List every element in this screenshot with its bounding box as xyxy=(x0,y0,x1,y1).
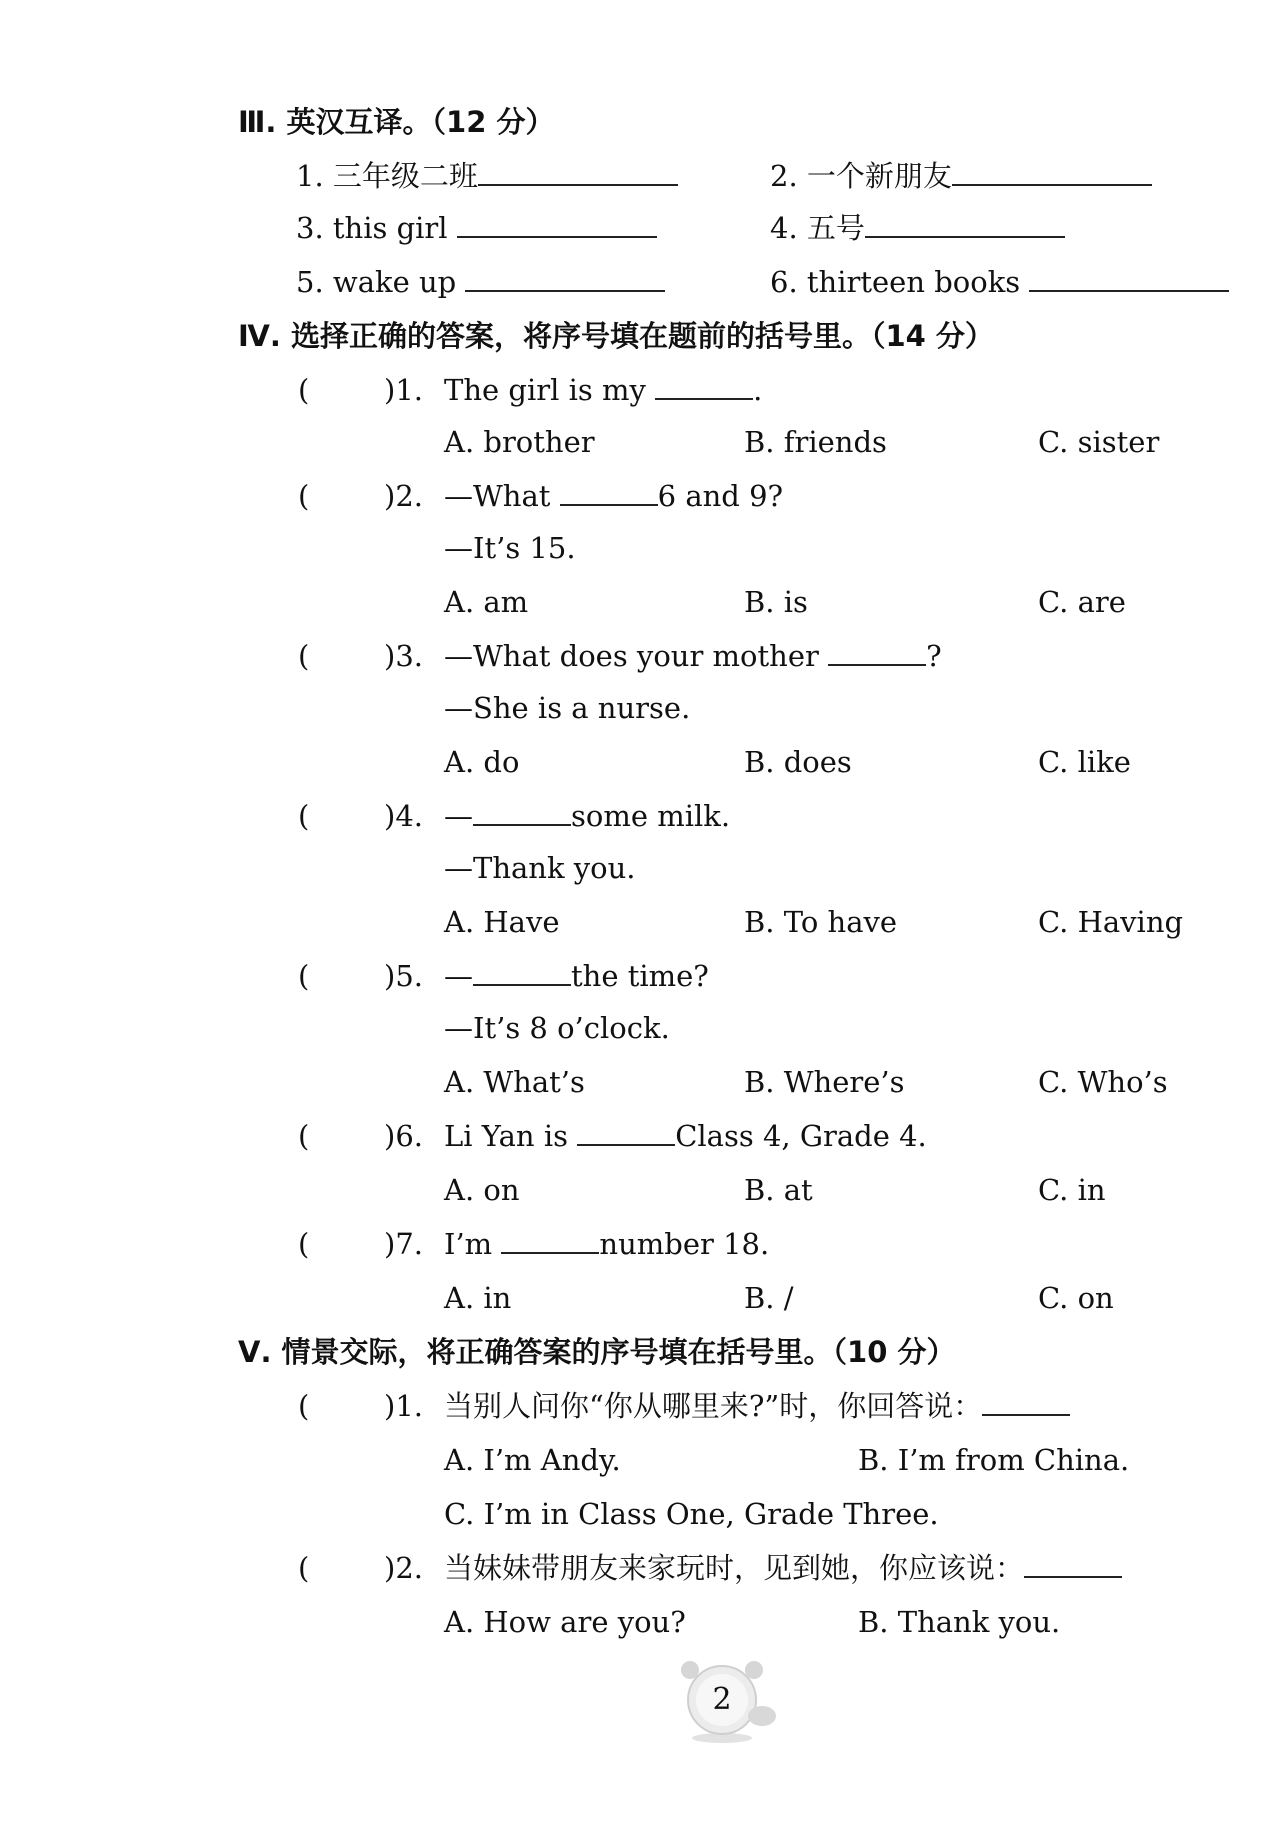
answer-paren[interactable]: ( xyxy=(298,959,310,993)
question-number: )1. xyxy=(384,1389,423,1423)
answer-paren[interactable]: ( xyxy=(298,1551,310,1585)
answer-blank[interactable] xyxy=(465,264,665,292)
option-c: C. Having xyxy=(1038,905,1184,939)
option-c: C. like xyxy=(1038,745,1131,779)
option-a: A. do xyxy=(444,745,520,779)
answer-paren[interactable]: ( xyxy=(298,479,310,513)
answer-blank xyxy=(828,638,926,666)
translation-item-1: 1. 三年级二班 xyxy=(296,158,678,194)
section-3-heading: Ⅲ. 英汉互译。（12 分） xyxy=(238,105,555,139)
answer-blank[interactable] xyxy=(457,210,657,238)
question-stem: The girl is my . xyxy=(444,373,763,407)
option-b: B. does xyxy=(744,745,852,779)
option-b: B. Thank you. xyxy=(858,1605,1061,1639)
option-b: B. / xyxy=(744,1281,794,1315)
option-c: C. sister xyxy=(1038,425,1160,459)
translation-item-5: 5. wake up xyxy=(296,264,665,300)
question-number: )2. xyxy=(384,479,423,513)
answer-blank xyxy=(655,372,753,400)
answer-paren[interactable]: ( xyxy=(298,1389,310,1423)
option-b: B. friends xyxy=(744,425,887,459)
answer-blank[interactable] xyxy=(865,210,1065,238)
question-stem: 当妹妹带朋友来家玩时，见到她，你应该说： xyxy=(444,1550,1122,1586)
question-stem: — the time? xyxy=(444,959,709,993)
option-a: A. am xyxy=(444,585,529,619)
answer-paren[interactable]: ( xyxy=(298,1227,310,1261)
option-c: C. are xyxy=(1038,585,1126,619)
option-a: A. in xyxy=(444,1281,512,1315)
option-b: B. is xyxy=(744,585,808,619)
question-stem: —What does your mother ? xyxy=(444,639,942,673)
translation-item-2: 2. 一个新朋友 xyxy=(770,158,1152,194)
option-b: B. To have xyxy=(744,905,898,939)
section-5-heading: Ⅴ. 情景交际，将正确答案的序号填在括号里。（10 分） xyxy=(238,1335,956,1369)
option-c: C. on xyxy=(1038,1281,1114,1315)
answer-blank xyxy=(982,1388,1070,1416)
option-a: A. brother xyxy=(444,425,595,459)
question-stem: — some milk. xyxy=(444,799,731,833)
option-a: A. on xyxy=(444,1173,520,1207)
option-c: C. in xyxy=(1038,1173,1106,1207)
translation-item-4: 4. 五号 xyxy=(770,210,1065,246)
answer-paren[interactable]: ( xyxy=(298,799,310,833)
answer-paren[interactable]: ( xyxy=(298,639,310,673)
answer-blank xyxy=(577,1118,675,1146)
option-b: B. at xyxy=(744,1173,813,1207)
question-number: )1. xyxy=(384,373,423,407)
dialogue-answer: —Thank you. xyxy=(444,851,636,885)
question-stem: 当别人问你“你从哪里来?”时，你回答说： xyxy=(444,1388,1070,1424)
question-stem: Li Yan is Class 4, Grade 4. xyxy=(444,1119,927,1153)
answer-paren[interactable]: ( xyxy=(298,373,310,407)
answer-blank xyxy=(560,478,658,506)
question-number: )2. xyxy=(384,1551,423,1585)
answer-blank[interactable] xyxy=(478,158,678,186)
answer-blank xyxy=(501,1226,599,1254)
question-number: )3. xyxy=(384,639,423,673)
page-number-badge xyxy=(662,1650,782,1745)
option-c: C. I’m in Class One, Grade Three. xyxy=(444,1497,939,1531)
option-c: C. Who’s xyxy=(1038,1065,1168,1099)
answer-blank xyxy=(473,958,571,986)
translation-item-3: 3. this girl xyxy=(296,210,657,246)
answer-paren[interactable]: ( xyxy=(298,1119,310,1153)
option-a: A. Have xyxy=(444,905,560,939)
question-number: )5. xyxy=(384,959,423,993)
translation-item-6: 6. thirteen books xyxy=(770,264,1229,300)
page-number: 2 xyxy=(712,1682,732,1717)
question-number: )6. xyxy=(384,1119,423,1153)
option-a: A. How are you? xyxy=(444,1605,686,1639)
question-number: )7. xyxy=(384,1227,423,1261)
option-a: A. I’m Andy. xyxy=(444,1443,621,1477)
question-stem: I’m number 18. xyxy=(444,1227,770,1261)
question-stem: —What 6 and 9? xyxy=(444,479,784,513)
answer-blank[interactable] xyxy=(1029,264,1229,292)
section-4-heading: Ⅳ. 选择正确的答案，将序号填在题前的括号里。（14 分） xyxy=(238,319,994,353)
option-b: B. Where’s xyxy=(744,1065,905,1099)
answer-blank xyxy=(1024,1550,1122,1578)
question-number: )4. xyxy=(384,799,423,833)
option-a: A. What’s xyxy=(444,1065,585,1099)
answer-blank xyxy=(473,798,571,826)
dialogue-answer: —It’s 15. xyxy=(444,531,576,565)
dialogue-answer: —It’s 8 o’clock. xyxy=(444,1011,670,1045)
option-b: B. I’m from China. xyxy=(858,1443,1130,1477)
dialogue-answer: —She is a nurse. xyxy=(444,691,691,725)
answer-blank[interactable] xyxy=(952,158,1152,186)
